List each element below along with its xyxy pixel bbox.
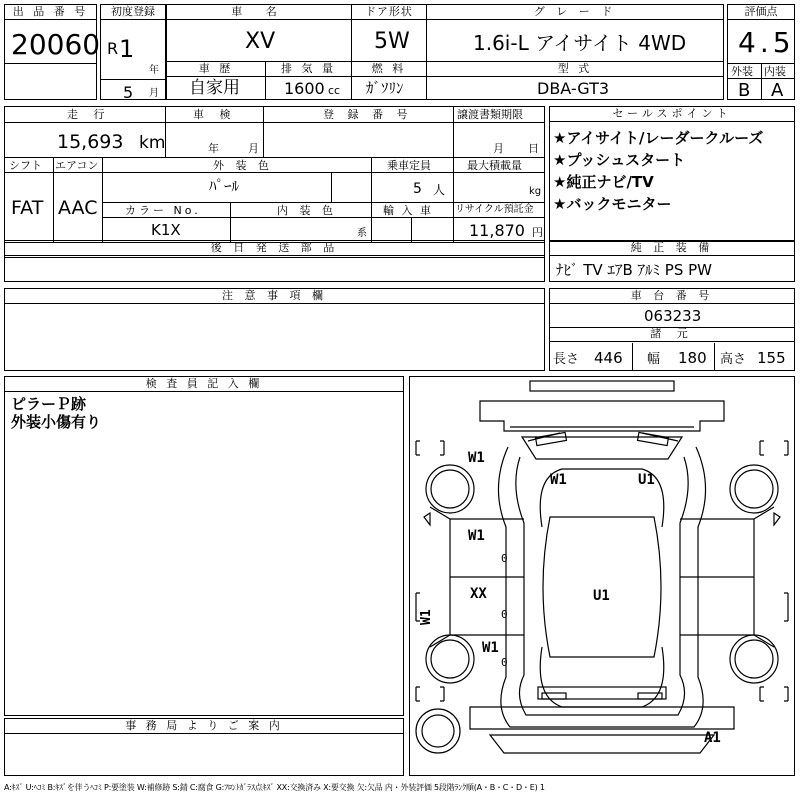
sales-points-label: セールスポイント (550, 107, 794, 122)
height-label: 高さ (720, 352, 747, 367)
import-label: 輸 入 車 (383, 204, 433, 217)
car-diagram-box (409, 376, 795, 776)
score-label: 評価点 (728, 5, 794, 20)
inspector-box (4, 376, 404, 716)
sales-point-item: ★プッシュスタート (553, 151, 686, 169)
era-label: R (107, 39, 119, 58)
length-value: 446 (594, 349, 623, 367)
door-label: ドア形状 (352, 5, 426, 20)
interior-color-label: 内 装 色 (277, 204, 337, 217)
color-number-label: カラー No. (125, 204, 201, 217)
displacement-box (265, 61, 352, 100)
recycle-value: 11,870 (469, 221, 525, 240)
aircon-value: AAC (58, 197, 98, 219)
inspection-month-unit: 月 (248, 142, 259, 155)
history-label: 車 歴 (167, 62, 265, 77)
history-value: 自家用 (189, 78, 240, 98)
fuel-label: 燃 料 (352, 62, 426, 77)
damage-mark: 0 (501, 552, 508, 565)
damage-mark: XX (470, 586, 487, 602)
notes-label: 注 意 事 項 欄 (5, 289, 544, 304)
fuel-box (351, 61, 427, 100)
door-box (351, 4, 427, 62)
equipment-box (549, 240, 795, 282)
equipment-value: ﾅﾋﾞ TV ｴｱB ｱﾙﾐ PS PW (556, 261, 712, 279)
model-value: DBA-GT3 (537, 79, 610, 98)
registration-number-label: 登 録 番 号 (323, 108, 413, 121)
grade-box (426, 4, 724, 62)
damage-mark: W1 (419, 609, 434, 625)
specs-label: 諸 元 (550, 327, 794, 342)
capacity-label: 乗車定員 (387, 159, 431, 172)
model-box (426, 61, 724, 100)
inspection-year-unit: 年 (208, 142, 219, 155)
damage-mark: W1 (468, 450, 485, 466)
inspection-label: 車 検 (193, 108, 237, 121)
later-parts-box (4, 240, 545, 282)
inspector-label: 検 査 員 記 入 欄 (5, 377, 403, 392)
interior-color-unit: 系 (357, 228, 367, 239)
width-value: 180 (678, 349, 707, 367)
interior-score: A (771, 80, 784, 101)
capacity-value: 5 (413, 181, 422, 197)
interior-score-label: 内装 (764, 65, 786, 78)
damage-mark: W1 (468, 528, 485, 544)
damage-mark: 0 (501, 656, 508, 669)
damage-mark: W1 (550, 472, 567, 488)
info-block (4, 106, 545, 258)
displacement-label: 排 気 量 (266, 62, 351, 77)
capacity-unit: 人 (433, 183, 446, 197)
car-name: XV (245, 29, 276, 54)
year-unit: 年 (149, 65, 159, 76)
sales-point-item: ★バックモニター (553, 195, 672, 213)
notes-box (4, 288, 545, 371)
aircon-label: エアコン (55, 159, 99, 172)
lot-number: 20060 (11, 28, 101, 61)
year-value: 1 (119, 35, 135, 63)
chassis-number-label: 車 台 番 号 (550, 289, 794, 304)
sales-points-box (549, 106, 795, 242)
damage-mark: U1 (593, 588, 610, 604)
transfer-day-unit: 日 (528, 142, 539, 155)
door-value: 5W (374, 29, 410, 54)
damage-mark: 0 (501, 608, 508, 621)
grade-label: グ レ ー ド (427, 5, 723, 20)
sales-point-item: ★純正ナビ/TV (553, 173, 654, 191)
shift-label: シフト (9, 159, 42, 172)
displacement-value: 1600 (284, 79, 325, 98)
grade-value: 1.6i-L アイサイト 4WD (473, 31, 687, 55)
mileage-value: 15,693 (57, 131, 124, 153)
length-label: 長さ (553, 352, 580, 367)
sales-point-item: ★アイサイト/レーダークルーズ (553, 129, 764, 147)
exterior-color-label: 外 装 色 (213, 159, 273, 172)
inspector-note: 外装小傷有り (11, 413, 102, 431)
month-unit: 月 (149, 88, 159, 99)
score-box (727, 4, 795, 100)
month-value: 5 (123, 83, 134, 102)
damage-mark: W1 (482, 640, 499, 656)
fuel-value: ｶﾞｿﾘﾝ (366, 79, 404, 97)
color-number-value: K1X (151, 221, 181, 239)
height-value: 155 (757, 349, 786, 367)
car-name-box (166, 4, 352, 62)
inspector-note: ピラーＰ跡 (11, 395, 87, 413)
exterior-color-value: ﾊﾟｰﾙ (209, 177, 240, 195)
lot-number-label: 出 品 番 号 (5, 5, 96, 20)
chassis-box (549, 288, 795, 371)
model-label: 型 式 (427, 62, 723, 77)
first-registration-label: 初度登録 (101, 5, 165, 20)
mileage-unit: km (139, 133, 166, 153)
damage-mark: U1 (638, 472, 655, 488)
mileage-label: 走 行 (67, 108, 111, 121)
width-label: 幅 (647, 352, 661, 367)
car-diagram (410, 377, 794, 775)
later-parts-label: 後 日 発 送 部 品 (5, 241, 544, 256)
chassis-number: 063233 (644, 307, 702, 325)
exterior-score-label: 外装 (731, 65, 753, 78)
exterior-score: B (738, 80, 751, 101)
lot-number-box (4, 4, 101, 100)
damage-mark: A1 (704, 730, 721, 746)
displacement-unit: cc (328, 84, 341, 97)
damage-legend: A:ｷｽﾞ U:ﾍｺﾐ B:ｷｽﾞを伴うﾍｺﾐ P:要塗装 W:補修跡 S:錆 C:腐食 G:ﾌﾛﾝﾄｶﾞﾗｽ点ｷｽﾞ XX:交換済み X:要交換 欠:欠品 内・外装評価 5段階ﾗﾝｸ順(A・B・C・D・E) 1 (4, 783, 545, 792)
transfer-month-unit: 月 (493, 142, 504, 155)
max-load-label: 最大積載量 (467, 159, 522, 172)
equipment-label: 純 正 装 備 (550, 241, 794, 256)
overall-score: 4.5 (738, 26, 795, 59)
office-label: 事 務 局 よ り ご 案 内 (5, 719, 403, 734)
max-load-unit: kg (529, 186, 542, 197)
car-name-label: 車 名 (167, 5, 351, 20)
transfer-deadline-label: 譲渡書類期限 (457, 108, 523, 121)
recycle-unit: 円 (532, 226, 543, 239)
office-box (4, 718, 404, 776)
first-registration-box (100, 4, 166, 100)
recycle-label: リサイクル預託金 (455, 204, 534, 215)
history-box (166, 61, 266, 100)
shift-value: FAT (11, 197, 44, 219)
